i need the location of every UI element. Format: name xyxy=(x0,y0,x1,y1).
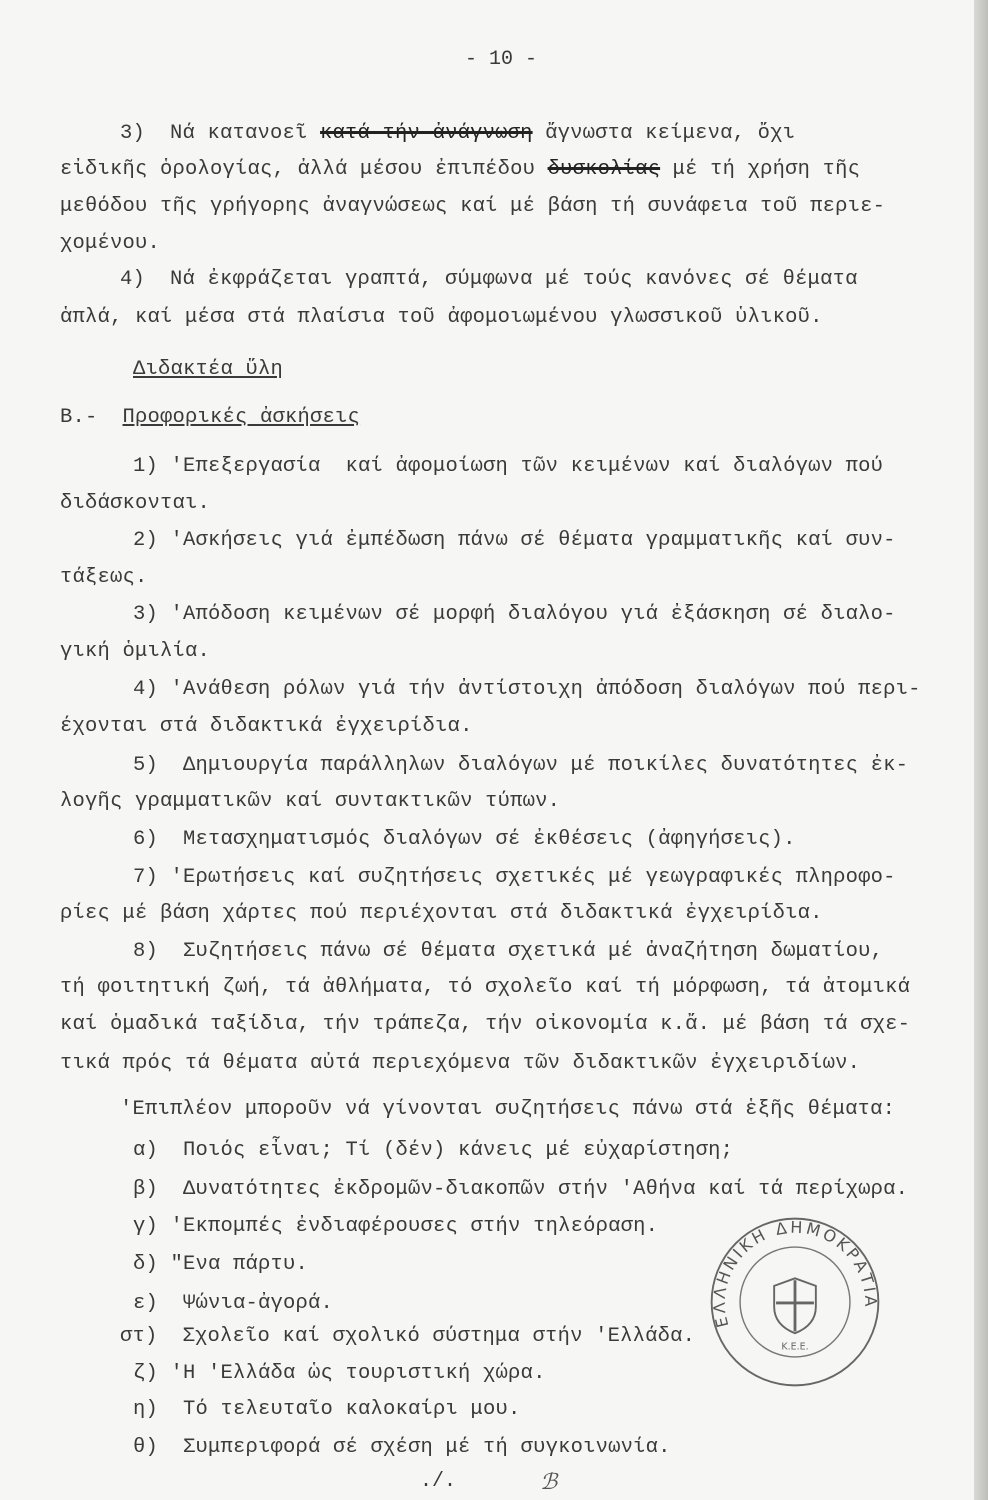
line-text: μέ τή χρήση τῆς xyxy=(660,158,861,181)
line-text: 3) 'Απόδοση κειμένων σέ μορφή διαλόγου γιά ἐξάσκηση σέ διαλο- xyxy=(133,603,896,626)
text-line xyxy=(120,1325,695,1349)
line-text: μεθόδου τῆς γρήγορης ἀναγνώσεως καί μέ βάση τή συνάφεια τοῦ περιε- xyxy=(60,195,886,218)
stamp-text: ΕΛΛΗΝΙΚΗ ΔΗΜΟΚΡΑΤΙΑ xyxy=(709,1217,881,1330)
text-line xyxy=(133,754,908,778)
continuation-mark: ./. xyxy=(420,1470,457,1493)
struck-out-text: κατά τήν ἀνάγνωση xyxy=(320,122,533,145)
line-text: γική ὁμιλία. xyxy=(60,640,211,663)
handwritten-mark: ℬ xyxy=(540,1470,558,1495)
text-line xyxy=(133,529,896,553)
line-text: Β.- xyxy=(60,406,123,429)
text-line xyxy=(60,1013,910,1037)
text-line xyxy=(133,358,283,382)
text-line xyxy=(60,1052,860,1076)
text-line xyxy=(60,566,148,590)
line-text: διδάσκονται. xyxy=(60,492,211,515)
text-line xyxy=(60,790,560,814)
section-heading: Προφορικές ἀσκήσεις xyxy=(122,406,361,429)
line-text: 1) 'Επεξεργασία καί ἀφομοίωση τῶν κειμένων καί διαλόγων πού xyxy=(133,455,884,478)
text-line xyxy=(60,976,910,1000)
text-line xyxy=(60,902,823,926)
text-line xyxy=(133,828,796,852)
line-text: 'Επιπλέον μποροῦν νά γίνονται συζητήσεις πάνω στά ἑξῆς θέματα: xyxy=(120,1098,896,1121)
line-text: θ) Συμπεριφορά σέ σχέση μέ τή συγκοινωνία. xyxy=(133,1436,671,1459)
text-line xyxy=(133,1139,733,1163)
text-line xyxy=(60,195,885,219)
text-line xyxy=(133,1362,546,1386)
text-line xyxy=(60,406,360,430)
line-text: τικά πρός τά θέματα αὐτά περιεχόμενα τῶν διδακτικῶν ἐγχειριδίων. xyxy=(60,1052,861,1075)
line-text: 3) Νά κατανοεῖ xyxy=(120,122,321,145)
line-text: ζ) 'Η 'Ελλάδα ὡς τουριστική χώρα. xyxy=(133,1362,546,1385)
line-text: 6) Μετασχηματισμός διαλόγων σέ ἐκθέσεις (ἀφηγήσεις). xyxy=(133,828,796,851)
text-line xyxy=(60,306,823,330)
line-text: στ) Σχολεῖο καί σχολικό σύστημα στήν 'Ελλάδα. xyxy=(120,1325,696,1348)
line-text: ἁπλά, καί μέσα στά πλαίσια τοῦ ἀφομοιωμένου γλωσσικοῦ ὑλικοῦ. xyxy=(60,306,823,329)
text-line xyxy=(133,455,883,479)
text-line xyxy=(60,715,473,739)
text-line xyxy=(133,1215,658,1239)
stamp-inner-text: Κ.Ε.Ε. xyxy=(781,1341,809,1353)
line-text: 4) Νά ἐκφράζεται γραπτά, σύμφωνα μέ τούς κανόνες σέ θέματα xyxy=(120,268,858,291)
text-line xyxy=(133,1398,521,1422)
line-text: 4) 'Ανάθεση ρόλων γιά τήν ἀντίστοιχη ἀπόδοση διαλόγων πού περι- xyxy=(133,678,921,701)
text-line xyxy=(133,603,896,627)
text-line xyxy=(60,640,210,664)
line-text: ἄγνωστα κείμενα, ὄχι xyxy=(532,122,796,145)
line-text: τάξεως. xyxy=(60,566,148,589)
text-line xyxy=(60,158,860,182)
text-line xyxy=(133,1436,671,1460)
line-text: β) Δυνατότητες ἐκδρομῶν-διακοπῶν στήν 'Αθήνα καί τά περίχωρα. xyxy=(133,1178,909,1201)
line-text: η) Τό τελευταῖο καλοκαίρι μου. xyxy=(133,1398,521,1421)
text-line xyxy=(133,1253,308,1277)
line-text: 2) 'Ασκήσεις γιά ἐμπέδωση πάνω σέ θέματα γραμματικῆς καί συν- xyxy=(133,529,896,552)
official-seal-stamp xyxy=(705,1212,885,1392)
text-line xyxy=(60,492,210,516)
line-text: α) Ποιός εἶναι; Τί (δέν) κάνεις μέ εὐχαρίστηση; xyxy=(133,1139,734,1162)
line-text: 7) 'Ερωτήσεις καί συζητήσεις σχετικές μέ γεωγραφικές πληροφο- xyxy=(133,866,896,889)
text-line xyxy=(120,122,795,146)
line-text: γ) 'Εκπομπές ἐνδιαφέρουσες στήν τηλεόραση. xyxy=(133,1215,659,1238)
page-number: - 10 - xyxy=(465,48,538,71)
line-text: 8) Συζητήσεις πάνω σέ θέματα σχετικά μέ ἀναζήτηση δωματίου, xyxy=(133,940,884,963)
line-text: χομένου. xyxy=(60,232,161,255)
text-line xyxy=(133,1292,333,1316)
text-line xyxy=(120,1098,895,1122)
line-text: ρίες μέ βάση χάρτες πού περιέχονται στά διδακτικά ἐγχειρίδια. xyxy=(60,902,823,925)
line-text: ε) Ψώνια-ἀγορά. xyxy=(133,1292,334,1315)
text-line xyxy=(120,268,858,292)
line-text: καί ὁμαδικά ταξίδια, τήν τράπεζα, τήν οἰκονομία κ.ἄ. μέ βάση τά σχε- xyxy=(60,1013,911,1036)
line-text: 5) Δημιουργία παράλληλων διαλόγων μέ ποικίλες δυνατότητες ἐκ- xyxy=(133,754,909,777)
text-line xyxy=(133,1178,908,1202)
line-text: τή φοιτητική ζωή, τά ἀθλήματα, τό σχολεῖο καί τή μόρφωση, τά ἀτομικά xyxy=(60,976,911,999)
text-line xyxy=(133,940,883,964)
line-text: λογῆς γραμματικῶν καί συντακτικῶν τύπων. xyxy=(60,790,561,813)
text-line xyxy=(133,866,896,890)
line-text: έχονται στά διδακτικά ἐγχειρίδια. xyxy=(60,715,473,738)
text-line xyxy=(60,232,160,256)
text-line xyxy=(133,678,921,702)
page-edge xyxy=(974,0,988,1500)
line-text: εἰδικῆς ὁρολογίας, ἀλλά μέσου ἐπιπέδου xyxy=(60,158,548,181)
section-heading: Διδακτέα ὕλη xyxy=(133,358,284,381)
line-text: δ) "Ενα πάρτυ. xyxy=(133,1253,309,1276)
struck-out-text: δυσκολίας xyxy=(547,158,661,181)
